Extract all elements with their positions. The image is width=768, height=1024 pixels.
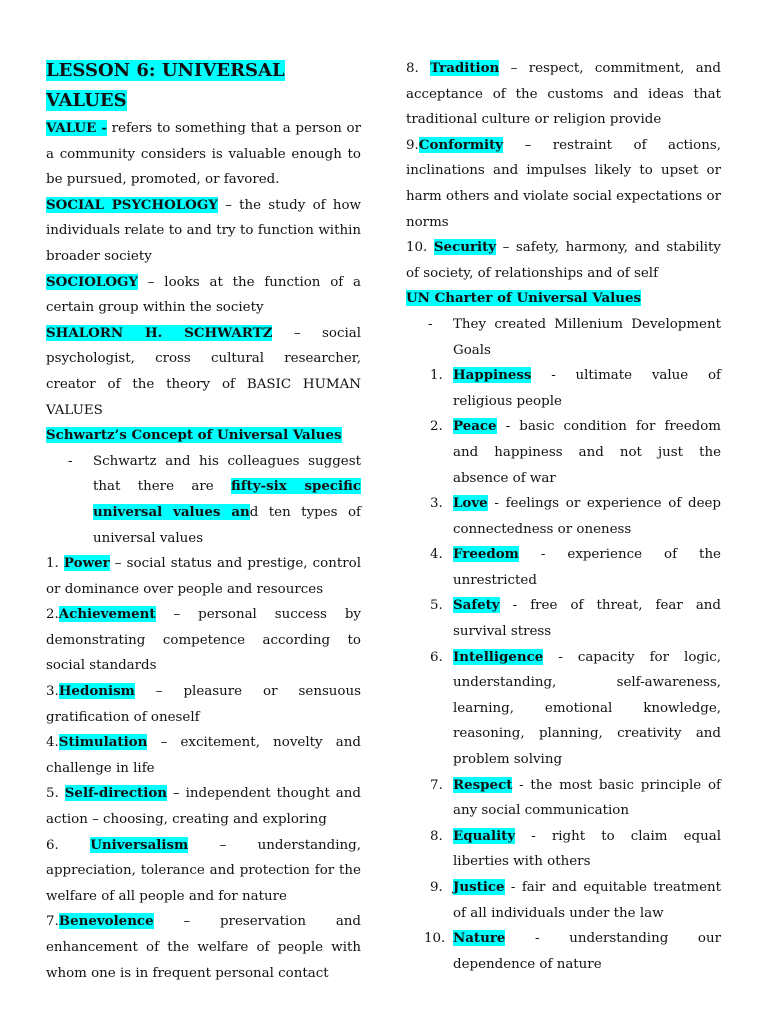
dash-bullet: -	[68, 453, 73, 469]
un-charter-bullet: - They created Millenium Development Goals	[406, 312, 721, 363]
list-item: 1. Power – social status and prestige, control or dominance over people and resources	[46, 555, 361, 597]
term: SOCIOLOGY	[46, 273, 138, 290]
def-social-psychology: SOCIAL PSYCHOLOGY – the study of how individuals relate to and try to function within broader society	[46, 196, 361, 264]
def-schwartz: SHALORN H. SCHWARTZ – social psychologist, cross cultural researcher, creator of the theory of BASIC HUMAN VALUES	[46, 324, 361, 418]
schwartz-bullet: - Schwartz and his colleagues suggest that there are fifty-six specific universal values and ten types of universal values	[46, 449, 361, 551]
schwartz-values-right	[406, 56, 721, 286]
list-item: 2. Peace - basic condition for freedom and happiness and not just the absence of war	[430, 418, 721, 486]
left-column	[46, 56, 361, 986]
list-item: 8. Equality - right to claim equal liberties with others	[430, 827, 721, 870]
list-item: 7. Respect - the most basic principle of any social communication	[430, 776, 721, 819]
un-charter-heading: UN Charter of Universal Values	[406, 290, 642, 307]
term: SHALORN H. SCHWARTZ	[46, 324, 273, 341]
list-item: 4.Stimulation – excitement, novelty and challenge in life	[46, 734, 361, 776]
list-item: 6. Intelligence - capacity for logic, understanding, self-awareness, learning, emotional knowledge, reasoning, planning, creativity and problem solving	[430, 648, 721, 768]
list-item: 1. Happiness - ultimate value of religious people	[430, 367, 721, 409]
un-values-list	[406, 363, 721, 977]
dash-bullet: -	[428, 316, 433, 332]
schwartz-heading: Schwartz’s Concept of Universal Values	[46, 427, 342, 444]
term: VALUE -	[46, 120, 107, 136]
lesson-title: LESSON 6: UNIVERSAL VALUES	[46, 60, 285, 111]
def-sociology: SOCIOLOGY – looks at the function of a certain group within the society	[46, 273, 361, 316]
list-item: 8. Tradition – respect, commitment, and acceptance of the customs and ideas that traditional culture or religion provide	[406, 60, 721, 128]
list-item: 5. Safety - free of threat, fear and survival stress	[430, 597, 721, 640]
term: SOCIAL PSYCHOLOGY	[46, 196, 218, 213]
list-item: 3.Hedonism – pleasure or sensuous gratification of oneself	[46, 683, 361, 725]
list-item: 4. Freedom - experience of the unrestricted	[430, 546, 721, 588]
list-item: 2.Achievement – personal success by demonstrating competence according to social standards	[46, 606, 361, 674]
list-item: 9.Conformity – restraint of actions, inclinations and impulses likely to upset or harm others and violate social expectations or norms	[406, 136, 721, 230]
list-item: 6. Universalism – understanding, appreciation, tolerance and protection for the welfare of all people and for nature	[46, 836, 361, 904]
def-value: VALUE - refers to something that a person or a community considers is valuable enough to be pursued, promoted, or favored.	[46, 120, 362, 188]
list-item: 5. Self-direction – independent thought and action – choosing, creating and exploring	[46, 785, 361, 828]
right-column	[406, 56, 721, 977]
schwartz-values-left	[46, 551, 361, 986]
list-item: 9. Justice - fair and equitable treatment of all individuals under the law	[430, 879, 721, 921]
list-item: 10. Nature - understanding our dependence of nature	[424, 930, 721, 972]
list-item: 3. Love - feelings or experience of deep connectedness or oneness	[430, 495, 721, 537]
list-item: 10. Security – safety, harmony, and stability of society, of relationships and of self	[406, 239, 721, 281]
list-item: 7.Benevolence – preservation and enhancement of the welfare of people with whom one is in frequent personal contact	[46, 913, 361, 981]
